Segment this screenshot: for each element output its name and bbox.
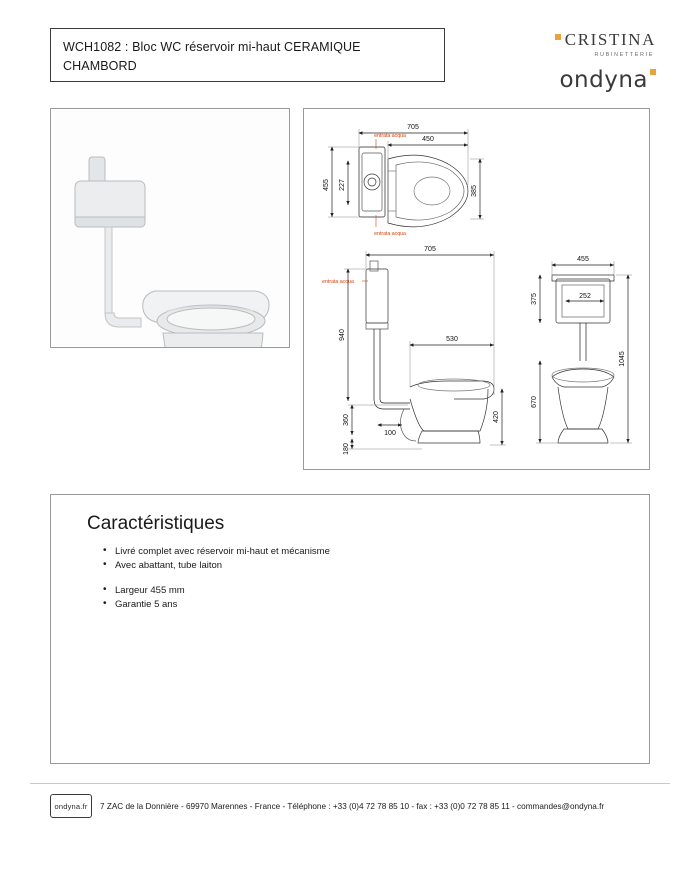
product-photo-box <box>50 108 290 348</box>
dim-front-375: 375 <box>531 293 538 305</box>
list-item: • Largeur 455 mm <box>103 584 625 597</box>
dim-top-385: 385 <box>471 185 478 197</box>
footer-address: 7 ZAC de la Donnière - 69970 Marennes - France - Téléphone : +33 (0)4 72 78 85 10 - fax : +33 (0)0 72 78 85 11 - commandes@ondyna.fr <box>100 801 605 811</box>
dim-side-180: 180 <box>343 443 350 455</box>
dim-front-1045: 1045 <box>619 351 626 367</box>
footer-divider <box>30 783 670 784</box>
characteristics-title: Caractéristiques <box>87 513 225 534</box>
label-inlet-bottom: entrata acqua <box>374 231 406 237</box>
brand-square-icon <box>555 34 561 40</box>
dim-side-705: 705 <box>424 246 436 253</box>
footer <box>50 793 670 819</box>
list-item: • Garantie 5 ans <box>103 598 625 611</box>
dim-side-940: 940 <box>339 329 346 341</box>
brand-dot-icon <box>650 69 656 75</box>
product-photo <box>51 109 289 347</box>
characteristics-box <box>50 494 650 764</box>
technical-drawings <box>304 109 649 469</box>
dim-front-252: 252 <box>579 293 591 300</box>
dim-top-450: 450 <box>422 136 434 143</box>
dim-top-227: 227 <box>339 179 346 191</box>
list-item: • Avec abattant, tube laiton <box>103 559 625 572</box>
brand-cristina-wordmark <box>476 30 656 50</box>
dim-front-670: 670 <box>531 396 538 408</box>
brand-ondyna-text: ondyna <box>559 67 648 93</box>
brand-block <box>476 30 656 93</box>
label-inlet-side: entrata acqua <box>322 279 354 285</box>
list-item: • Livré complet avec réservoir mi-haut et mécanisme <box>103 545 625 558</box>
dim-front-455: 455 <box>577 256 589 263</box>
footer-logo: ondyna.fr <box>50 794 92 818</box>
dim-top-705: 705 <box>407 124 419 131</box>
dim-side-530: 530 <box>446 336 458 343</box>
page-title: WCH1082 : Bloc WC réservoir mi-haut CERAMIQUE CHAMBORD <box>63 40 361 73</box>
brand-ondyna-wordmark <box>476 67 656 93</box>
dim-side-420: 420 <box>493 411 500 423</box>
dim-side-360: 360 <box>343 414 350 426</box>
dim-side-100: 100 <box>384 430 396 437</box>
label-inlet-top: entrata acqua <box>374 133 406 139</box>
product-title-box <box>50 28 445 82</box>
technical-drawings-box <box>303 108 650 470</box>
brand-cristina-subtitle: RUBINETTERIE <box>594 52 654 58</box>
brand-cristina-text: CRISTINA <box>564 30 656 49</box>
dim-top-455: 455 <box>323 179 330 191</box>
characteristics-list <box>103 545 625 611</box>
